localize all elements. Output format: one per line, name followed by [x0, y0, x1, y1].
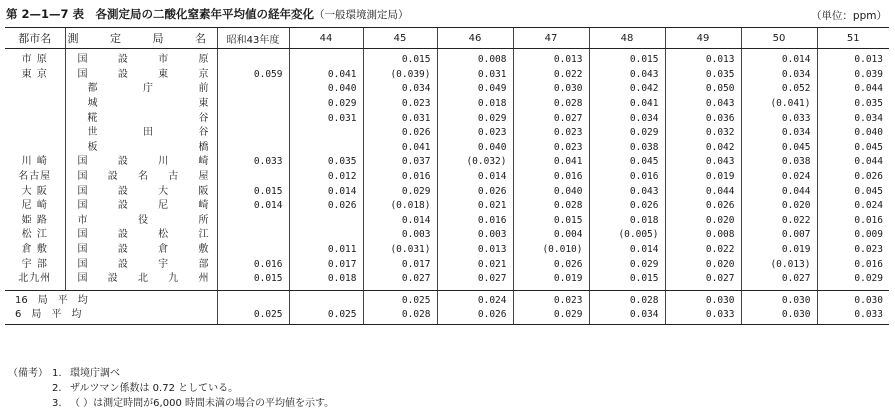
average-value-cell: 0.033 — [665, 308, 741, 325]
average-value-cell: 0.026 — [437, 308, 513, 325]
value-cell: 0.044 — [817, 82, 889, 97]
average-row — [5, 290, 889, 308]
city-cell: 松 江 — [21, 229, 48, 241]
value-cell: 0.035 — [289, 155, 363, 170]
value-cell: 0.059 — [217, 68, 289, 83]
value-cell: 0.008 — [437, 49, 513, 68]
value-cell: 0.041 — [513, 155, 589, 170]
value-cell: 0.014 — [217, 199, 289, 214]
value-cell: (0.039) — [363, 68, 437, 83]
value-cell: 0.023 — [437, 126, 513, 141]
table-row — [5, 170, 889, 185]
value-cell: 0.026 — [363, 126, 437, 141]
value-cell: 0.016 — [437, 214, 513, 229]
value-cell: 0.013 — [513, 49, 589, 68]
value-cell: 0.045 — [817, 141, 889, 156]
table-row — [5, 126, 889, 141]
value-cell: 0.034 — [363, 82, 437, 97]
value-cell: 0.043 — [665, 155, 741, 170]
value-cell: 0.013 — [665, 49, 741, 68]
value-cell: 0.028 — [513, 97, 589, 112]
station-cell: 国 設 大 阪 — [65, 184, 217, 199]
table-row — [5, 184, 889, 199]
average-value-cell: 0.025 — [363, 290, 437, 308]
value-cell: (0.010) — [513, 243, 589, 258]
average-value-cell: 0.030 — [741, 308, 817, 325]
average-value-cell: 0.029 — [513, 308, 589, 325]
value-cell — [289, 126, 363, 141]
average-value-cell: 0.034 — [589, 308, 665, 325]
value-cell: 0.019 — [665, 170, 741, 185]
header-row — [5, 28, 889, 49]
value-cell: 0.014 — [437, 170, 513, 185]
value-cell: 0.043 — [589, 184, 665, 199]
value-cell: 0.027 — [513, 111, 589, 126]
table-title — [6, 6, 409, 22]
table-row — [5, 228, 889, 243]
value-cell: 0.037 — [363, 155, 437, 170]
city-cell — [5, 82, 65, 97]
value-cell: 0.040 — [289, 82, 363, 97]
value-cell: (0.031) — [363, 243, 437, 258]
value-cell: 0.019 — [741, 243, 817, 258]
value-cell: (0.013) — [741, 257, 817, 272]
value-cell: 0.043 — [589, 68, 665, 83]
average-row — [5, 308, 889, 325]
value-cell: 0.016 — [817, 214, 889, 229]
average-label: 16 局 平 均 — [15, 294, 88, 306]
station-cell: 国 設 松 江 — [65, 228, 217, 243]
value-cell: 0.013 — [817, 49, 889, 68]
value-cell — [217, 170, 289, 185]
value-cell: 0.029 — [437, 111, 513, 126]
station-cell: 国 設 倉 敷 — [65, 243, 217, 258]
city-cell: 大 阪 — [21, 185, 48, 197]
value-cell: 0.016 — [817, 257, 889, 272]
value-cell: 0.034 — [741, 68, 817, 83]
average-value-cell: 0.030 — [817, 290, 889, 308]
notes-label — [8, 396, 52, 411]
notes-label — [8, 381, 52, 396]
city-cell: 北九州 — [5, 272, 65, 290]
average-value-cell: 0.025 — [289, 308, 363, 325]
value-cell: 0.035 — [665, 68, 741, 83]
value-cell: 0.041 — [589, 97, 665, 112]
value-cell: 0.023 — [363, 97, 437, 112]
value-cell: 0.029 — [289, 97, 363, 112]
title-text: 第 2—1—7 表 各測定局の二酸化窒素年平均値の経年変化 — [6, 7, 315, 21]
value-cell — [289, 141, 363, 156]
value-cell: 0.026 — [289, 199, 363, 214]
value-cell: 0.040 — [817, 126, 889, 141]
value-cell: 0.015 — [217, 184, 289, 199]
value-cell — [289, 228, 363, 243]
value-cell: 0.041 — [289, 68, 363, 83]
header-year: 45 — [363, 28, 437, 49]
note-item — [8, 396, 334, 411]
value-cell: 0.014 — [363, 214, 437, 229]
table-row — [5, 111, 889, 126]
city-cell: 名古屋 — [18, 171, 52, 183]
value-cell — [217, 141, 289, 156]
value-cell: 0.045 — [589, 155, 665, 170]
header-year: 46 — [437, 28, 513, 49]
note-item — [8, 381, 334, 396]
value-cell — [217, 111, 289, 126]
value-cell: 0.026 — [589, 199, 665, 214]
value-cell: 0.021 — [437, 199, 513, 214]
value-cell: 0.040 — [513, 184, 589, 199]
value-cell — [217, 49, 289, 68]
average-value-cell: 0.023 — [513, 290, 589, 308]
station-cell: 城 東 — [65, 97, 217, 112]
station-cell: 国 設 北 九 州 — [65, 272, 217, 290]
value-cell: 0.020 — [665, 214, 741, 229]
value-cell: 0.023 — [513, 126, 589, 141]
value-cell: 0.012 — [289, 170, 363, 185]
table-row — [5, 214, 889, 229]
note-number: 3. — [52, 398, 62, 409]
value-cell — [217, 243, 289, 258]
value-cell: 0.018 — [437, 97, 513, 112]
value-cell: 0.039 — [817, 68, 889, 83]
city-cell — [5, 97, 65, 112]
value-cell: 0.038 — [741, 155, 817, 170]
value-cell: 0.022 — [513, 68, 589, 83]
value-cell: 0.031 — [437, 68, 513, 83]
value-cell: 0.016 — [513, 170, 589, 185]
note-text: ザルツマン係数は 0.72 としている。 — [70, 383, 239, 394]
city-cell — [5, 111, 65, 126]
value-cell: 0.026 — [437, 184, 513, 199]
value-cell: 0.022 — [741, 214, 817, 229]
value-cell: 0.024 — [817, 199, 889, 214]
value-cell: 0.016 — [217, 257, 289, 272]
table-row — [5, 155, 889, 170]
city-cell: 宇 部 — [21, 258, 48, 270]
value-cell: 0.038 — [589, 141, 665, 156]
header-year: 47 — [513, 28, 589, 49]
header-year: 48 — [589, 28, 665, 49]
average-value-cell — [289, 290, 363, 308]
value-cell: 0.031 — [289, 111, 363, 126]
value-cell — [289, 49, 363, 68]
value-cell: 0.033 — [741, 111, 817, 126]
value-cell: 0.050 — [665, 82, 741, 97]
station-cell: 世 田 谷 — [65, 126, 217, 141]
station-cell: 国 設 名 古 屋 — [65, 170, 217, 185]
station-cell: 国 設 市 原 — [65, 49, 217, 68]
title-subtitle: （一般環境測定局） — [314, 9, 409, 21]
value-cell: 0.016 — [589, 170, 665, 185]
value-cell: 0.019 — [513, 272, 589, 290]
value-cell — [217, 82, 289, 97]
value-cell: 0.008 — [665, 228, 741, 243]
station-cell: 都 庁 前 — [65, 82, 217, 97]
value-cell: 0.042 — [665, 141, 741, 156]
value-cell: 0.023 — [513, 141, 589, 156]
header-year: 50 — [741, 28, 817, 49]
value-cell: 0.032 — [665, 126, 741, 141]
city-cell — [5, 126, 65, 141]
value-cell: 0.015 — [513, 214, 589, 229]
value-cell: 0.003 — [437, 228, 513, 243]
value-cell: 0.044 — [817, 155, 889, 170]
value-cell: 0.026 — [665, 199, 741, 214]
city-cell: 市 原 — [21, 54, 48, 66]
unit-label: （単位：ppm） — [810, 10, 887, 22]
average-value-cell: 0.024 — [437, 290, 513, 308]
station-cell: 糀 谷 — [65, 111, 217, 126]
station-cell: 国 設 尼 崎 — [65, 199, 217, 214]
value-cell: 0.052 — [741, 82, 817, 97]
station-cell: 国 設 宇 部 — [65, 257, 217, 272]
header-city: 都市名 — [5, 28, 65, 49]
value-cell: 0.031 — [363, 111, 437, 126]
value-cell: 0.021 — [437, 257, 513, 272]
value-cell: 0.017 — [363, 257, 437, 272]
value-cell: 0.020 — [665, 257, 741, 272]
value-cell: 0.009 — [817, 228, 889, 243]
value-cell: 0.033 — [217, 155, 289, 170]
value-cell: 0.034 — [817, 111, 889, 126]
header-year: 49 — [665, 28, 741, 49]
value-cell: 0.024 — [741, 170, 817, 185]
average-value-cell: 0.025 — [217, 308, 289, 325]
table-row — [5, 257, 889, 272]
value-cell: 0.018 — [589, 214, 665, 229]
value-cell: 0.030 — [513, 82, 589, 97]
value-cell: 0.029 — [363, 184, 437, 199]
city-cell: 姫 路 — [21, 214, 48, 226]
value-cell: 0.014 — [289, 184, 363, 199]
station-cell: 国 設 東 京 — [65, 68, 217, 83]
header-year: 51 — [817, 28, 889, 49]
value-cell: 0.022 — [665, 243, 741, 258]
value-cell: 0.015 — [589, 272, 665, 290]
value-cell: (0.032) — [437, 155, 513, 170]
value-cell: 0.040 — [437, 141, 513, 156]
value-cell: 0.015 — [217, 272, 289, 290]
no2-annual-average-table — [5, 27, 889, 325]
value-cell: 0.027 — [665, 272, 741, 290]
station-cell: 国 設 川 崎 — [65, 155, 217, 170]
value-cell: 0.020 — [741, 199, 817, 214]
value-cell — [217, 214, 289, 229]
value-cell: 0.045 — [817, 184, 889, 199]
city-cell: 尼 崎 — [21, 200, 48, 212]
value-cell: 0.026 — [817, 170, 889, 185]
value-cell: 0.044 — [665, 184, 741, 199]
average-value-cell: 0.028 — [363, 308, 437, 325]
value-cell: 0.036 — [665, 111, 741, 126]
value-cell: 0.015 — [589, 49, 665, 68]
city-cell: 東 京 — [21, 68, 48, 80]
value-cell: 0.049 — [437, 82, 513, 97]
value-cell — [217, 228, 289, 243]
notes — [8, 366, 334, 411]
notes-label: （備考） — [8, 368, 48, 379]
value-cell: 0.017 — [289, 257, 363, 272]
header-year: 昭和43年度 — [217, 28, 289, 49]
table-row — [5, 199, 889, 214]
city-cell: 倉 敷 — [21, 244, 48, 256]
average-value-cell: 0.030 — [741, 290, 817, 308]
value-cell — [217, 126, 289, 141]
value-cell: 0.027 — [741, 272, 817, 290]
value-cell: 0.026 — [513, 257, 589, 272]
table-row — [5, 97, 889, 112]
value-cell: 0.016 — [363, 170, 437, 185]
note-number: 2. — [52, 383, 62, 394]
table-row — [5, 272, 889, 290]
value-cell — [289, 214, 363, 229]
value-cell: 0.004 — [513, 228, 589, 243]
value-cell: (0.005) — [589, 228, 665, 243]
table-row — [5, 68, 889, 83]
value-cell: 0.041 — [363, 141, 437, 156]
value-cell: 0.015 — [363, 49, 437, 68]
value-cell: 0.034 — [741, 126, 817, 141]
city-cell: 川 崎 — [21, 156, 48, 168]
average-value-cell: 0.028 — [589, 290, 665, 308]
header-station: 測 定 局 名 — [65, 28, 217, 49]
header-year: 44 — [289, 28, 363, 49]
value-cell: 0.034 — [589, 111, 665, 126]
table-row — [5, 49, 889, 68]
value-cell: (0.041) — [741, 97, 817, 112]
value-cell: 0.028 — [513, 199, 589, 214]
value-cell: 0.027 — [437, 272, 513, 290]
table-row — [5, 82, 889, 97]
average-label: 6 局 平 均 — [5, 308, 217, 325]
value-cell: 0.018 — [289, 272, 363, 290]
value-cell: 0.023 — [817, 243, 889, 258]
average-value-cell: 0.030 — [665, 290, 741, 308]
average-value-cell: 0.033 — [817, 308, 889, 325]
value-cell: 0.035 — [817, 97, 889, 112]
value-cell: 0.029 — [589, 257, 665, 272]
value-cell: 0.045 — [741, 141, 817, 156]
value-cell: 0.027 — [363, 272, 437, 290]
value-cell: 0.042 — [589, 82, 665, 97]
value-cell: 0.014 — [741, 49, 817, 68]
value-cell: 0.011 — [289, 243, 363, 258]
note-number: 1. — [52, 368, 62, 379]
value-cell: 0.044 — [741, 184, 817, 199]
value-cell: 0.007 — [741, 228, 817, 243]
note-item — [8, 366, 334, 381]
value-cell: (0.018) — [363, 199, 437, 214]
value-cell: 0.013 — [437, 243, 513, 258]
average-value-cell — [217, 290, 289, 308]
value-cell: 0.029 — [817, 272, 889, 290]
table-row — [5, 243, 889, 258]
value-cell: 0.043 — [665, 97, 741, 112]
station-cell: 板 橋 — [65, 141, 217, 156]
city-cell — [5, 141, 65, 156]
value-cell: 0.003 — [363, 228, 437, 243]
value-cell — [217, 97, 289, 112]
station-cell: 市 役 所 — [65, 214, 217, 229]
note-text: （ ）は測定時間が6,000 時間未満の場合の平均値を示す。 — [70, 398, 335, 409]
value-cell: 0.014 — [589, 243, 665, 258]
note-text: 環境庁調べ — [70, 368, 120, 379]
table-row — [5, 141, 889, 156]
value-cell: 0.029 — [589, 126, 665, 141]
